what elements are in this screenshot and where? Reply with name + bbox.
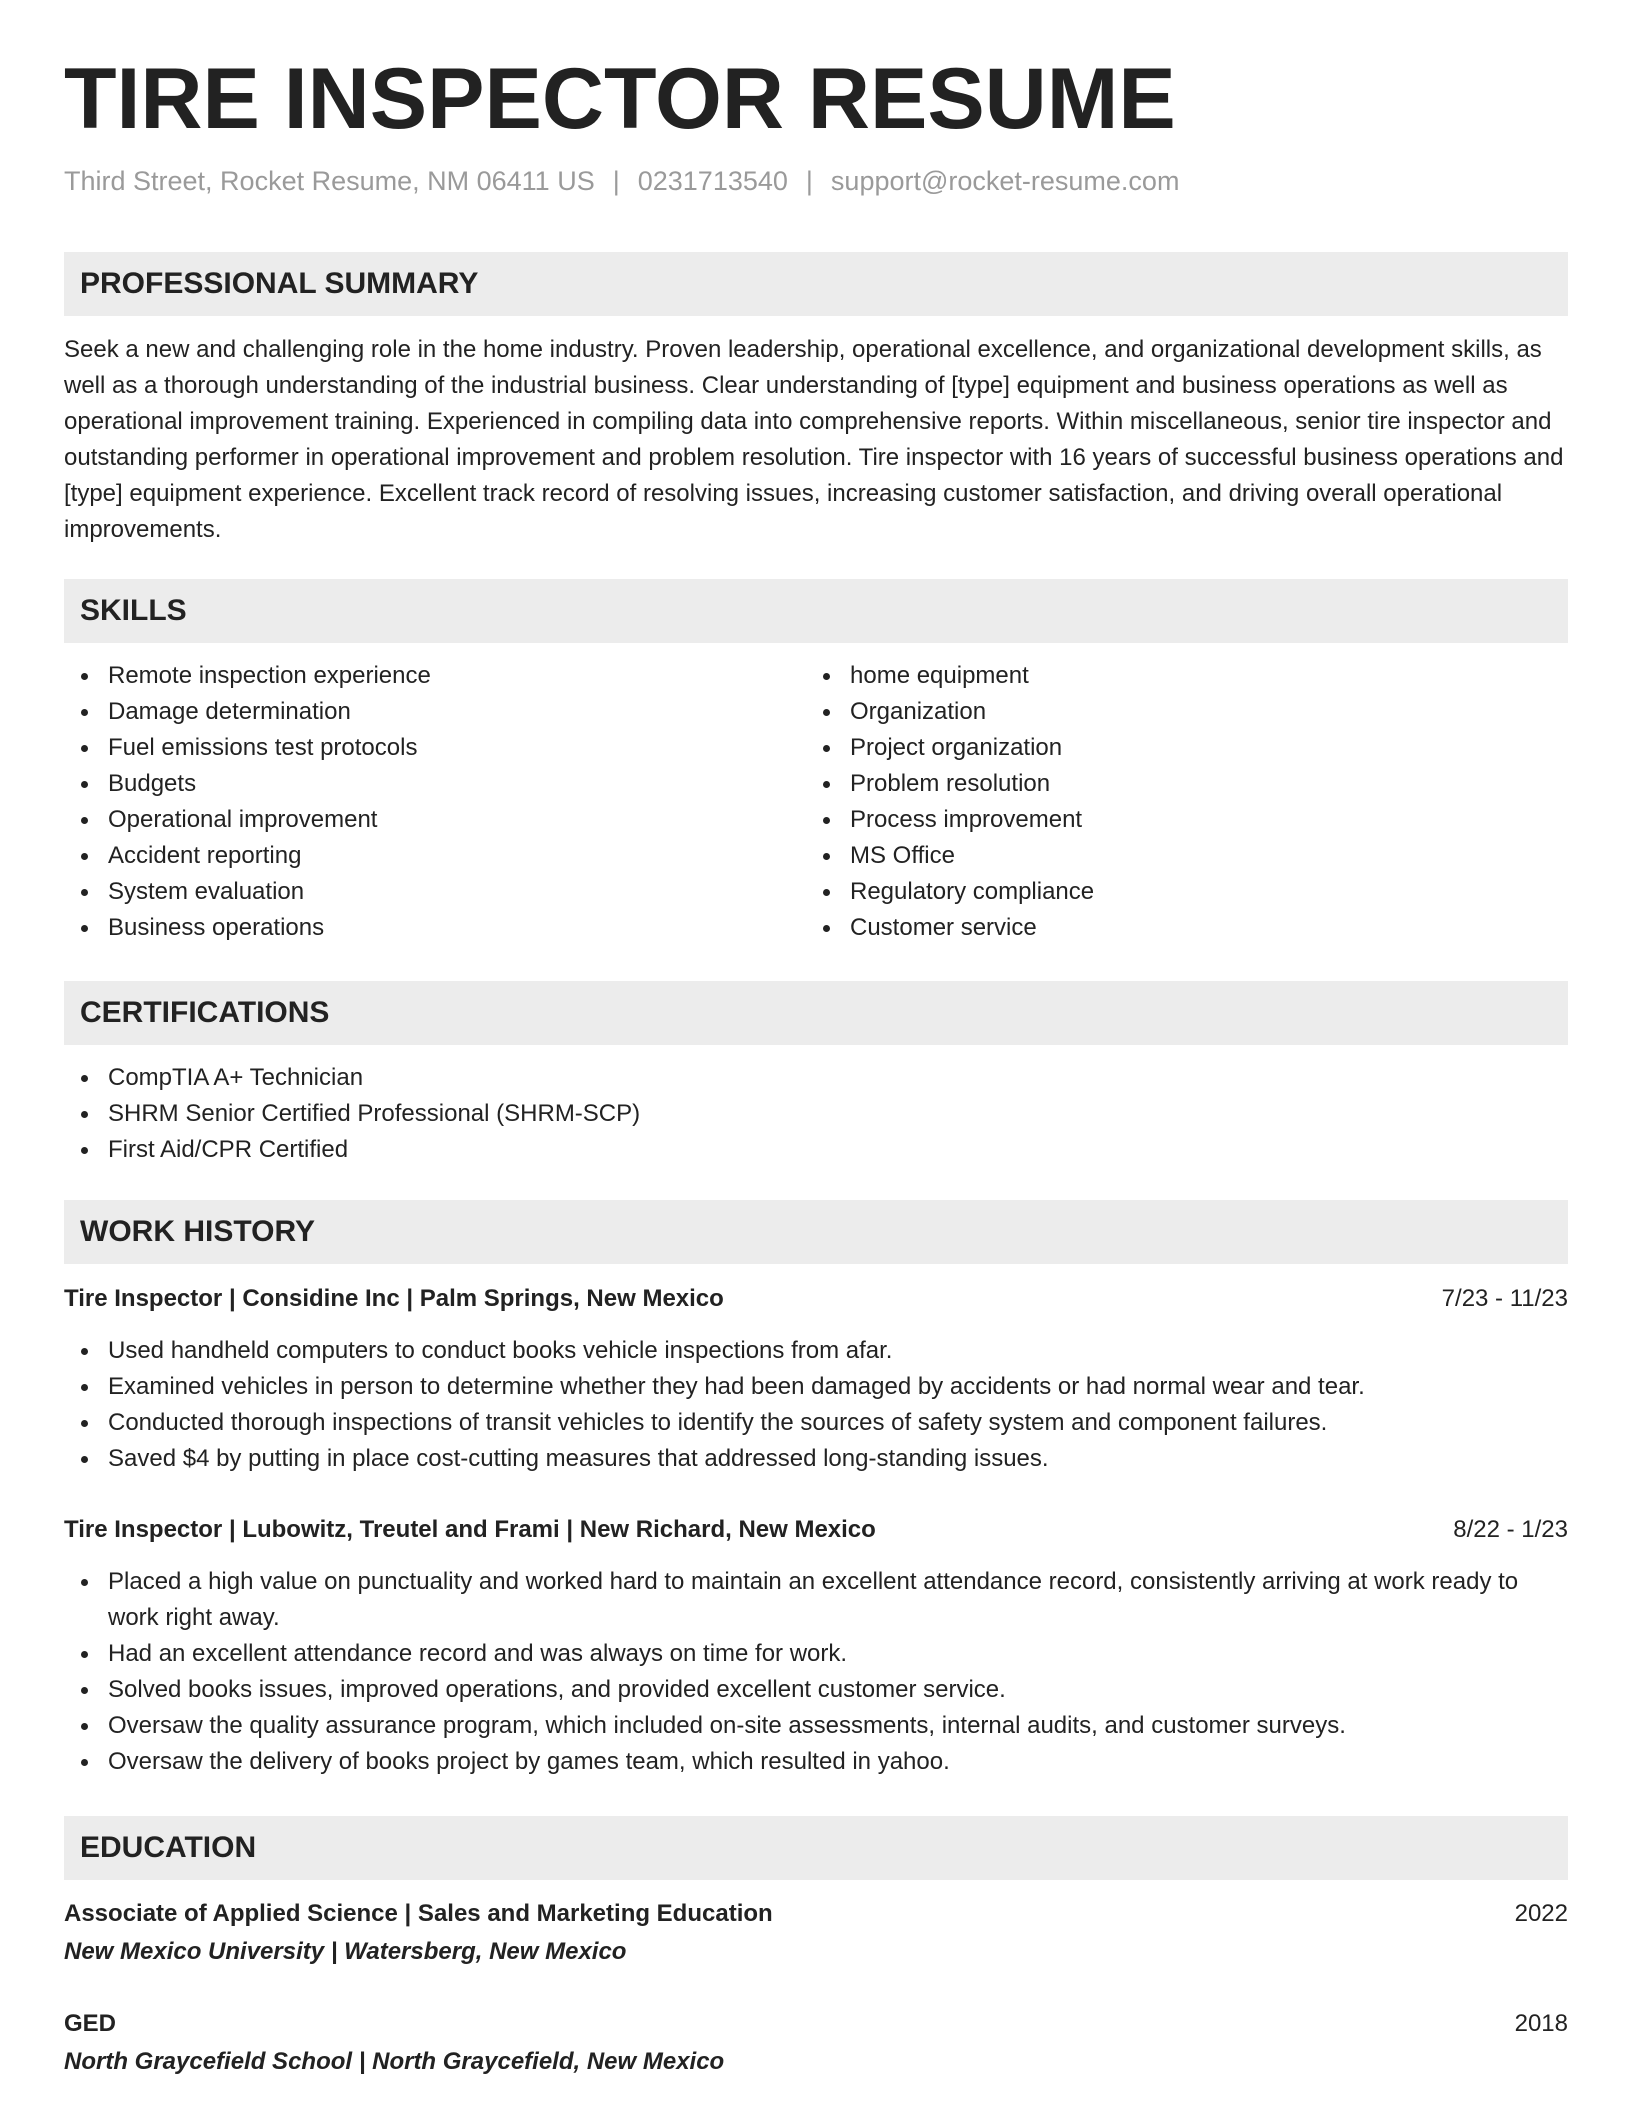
- list-item: Solved books issues, improved operations, and provided excellent customer service.: [108, 1672, 1568, 1708]
- skills-list-left: [64, 658, 808, 946]
- list-item: Conducted thorough inspections of transit vehicles to identify the sources of safety system and component failures.: [108, 1405, 1568, 1441]
- section-header-skills: SKILLS: [64, 579, 1568, 643]
- contact-email[interactable]: support@rocket-resume.com: [830, 166, 1180, 196]
- list-item: Organization: [850, 694, 1550, 730]
- list-item: Oversaw the delivery of books project by games team, which resulted in yahoo.: [108, 1744, 1568, 1780]
- contact-phone: 0231713540: [637, 166, 788, 196]
- list-item: First Aid/CPR Certified: [108, 1132, 1568, 1168]
- job-bullets: [64, 1333, 1568, 1477]
- list-item: SHRM Senior Certified Professional (SHRM-SCP): [108, 1096, 1568, 1132]
- list-item: System evaluation: [108, 874, 808, 910]
- list-item: Damage determination: [108, 694, 808, 730]
- education-heading: [64, 1896, 1568, 1932]
- job-title: Tire Inspector | Lubowitz, Treutel and Frami | New Richard, New Mexico: [64, 1516, 876, 1543]
- list-item: Process improvement: [850, 802, 1550, 838]
- list-item: Problem resolution: [850, 766, 1550, 802]
- certifications-list: [64, 1060, 1568, 1168]
- list-item: Remote inspection experience: [108, 658, 808, 694]
- section-header-work-history: WORK HISTORY: [64, 1200, 1568, 1264]
- skills-list-right: [806, 658, 1550, 946]
- list-item: Saved $4 by putting in place cost-cutting measures that addressed long-standing issues.: [108, 1441, 1568, 1477]
- job-bullets: [64, 1564, 1568, 1780]
- education-heading: [64, 2006, 1568, 2042]
- list-item: home equipment: [850, 658, 1550, 694]
- list-item: Business operations: [108, 910, 808, 946]
- job-heading: [64, 1512, 1568, 1548]
- degree-title: Associate of Applied Science | Sales and Marketing Education: [64, 1900, 773, 1927]
- school-name: North Graycefield School | North Graycefield, New Mexico: [64, 2048, 725, 2075]
- section-header-education: EDUCATION: [64, 1816, 1568, 1880]
- list-item: Examined vehicles in person to determine whether they had been damaged by accidents or had normal wear and tear.: [108, 1369, 1568, 1405]
- list-item: Regulatory compliance: [850, 874, 1550, 910]
- list-item: Placed a high value on punctuality and worked hard to maintain an excellent attendance record, consistently arriving at work ready to work right away.: [108, 1564, 1568, 1636]
- contact-address: Third Street, Rocket Resume, NM 06411 US: [64, 166, 595, 196]
- job-heading: [64, 1281, 1568, 1317]
- school-name: New Mexico University | Watersberg, New Mexico: [64, 1938, 627, 1965]
- education-year: 2022: [1514, 1900, 1568, 1927]
- list-item: Accident reporting: [108, 838, 808, 874]
- contact-line: [64, 166, 1179, 197]
- list-item: Operational improvement: [108, 802, 808, 838]
- contact-separator: |: [612, 166, 620, 196]
- list-item: Had an excellent attendance record and was always on time for work.: [108, 1636, 1568, 1672]
- list-item: Budgets: [108, 766, 808, 802]
- degree-title: GED: [64, 2010, 117, 2037]
- list-item: MS Office: [850, 838, 1550, 874]
- list-item: Used handheld computers to conduct books vehicle inspections from afar.: [108, 1333, 1568, 1369]
- section-header-certifications: CERTIFICATIONS: [64, 981, 1568, 1045]
- job-dates: 7/23 - 11/23: [1441, 1285, 1568, 1312]
- section-header-summary: PROFESSIONAL SUMMARY: [64, 252, 1568, 316]
- education-year: 2018: [1514, 2010, 1568, 2037]
- list-item: Fuel emissions test protocols: [108, 730, 808, 766]
- list-item: Project organization: [850, 730, 1550, 766]
- list-item: Oversaw the quality assurance program, which included on-site assessments, internal audits, and customer surveys.: [108, 1708, 1568, 1744]
- job-title: Tire Inspector | Considine Inc | Palm Springs, New Mexico: [64, 1285, 724, 1312]
- list-item: Customer service: [850, 910, 1550, 946]
- contact-separator: |: [805, 166, 813, 196]
- summary-text: Seek a new and challenging role in the home industry. Proven leadership, operational excellence, and organizational development skills, as well as a thorough understanding of the industrial business. Clear understanding of [type] equipment and business operations as well as operational improvement training. Experienced in compiling data into comprehensive reports. Within miscellaneous, senior tire inspector and outstanding performer in operational improvement and problem resolution. Tire inspector with 16 years of successful business operations and [type] equipment experience. Excellent track record of resolving issues, increasing customer satisfaction, and driving overall operational improvements.: [64, 336, 1564, 543]
- list-item: CompTIA A+ Technician: [108, 1060, 1568, 1096]
- job-dates: 8/22 - 1/23: [1453, 1516, 1568, 1543]
- resume-title: TIRE INSPECTOR RESUME: [64, 51, 1176, 147]
